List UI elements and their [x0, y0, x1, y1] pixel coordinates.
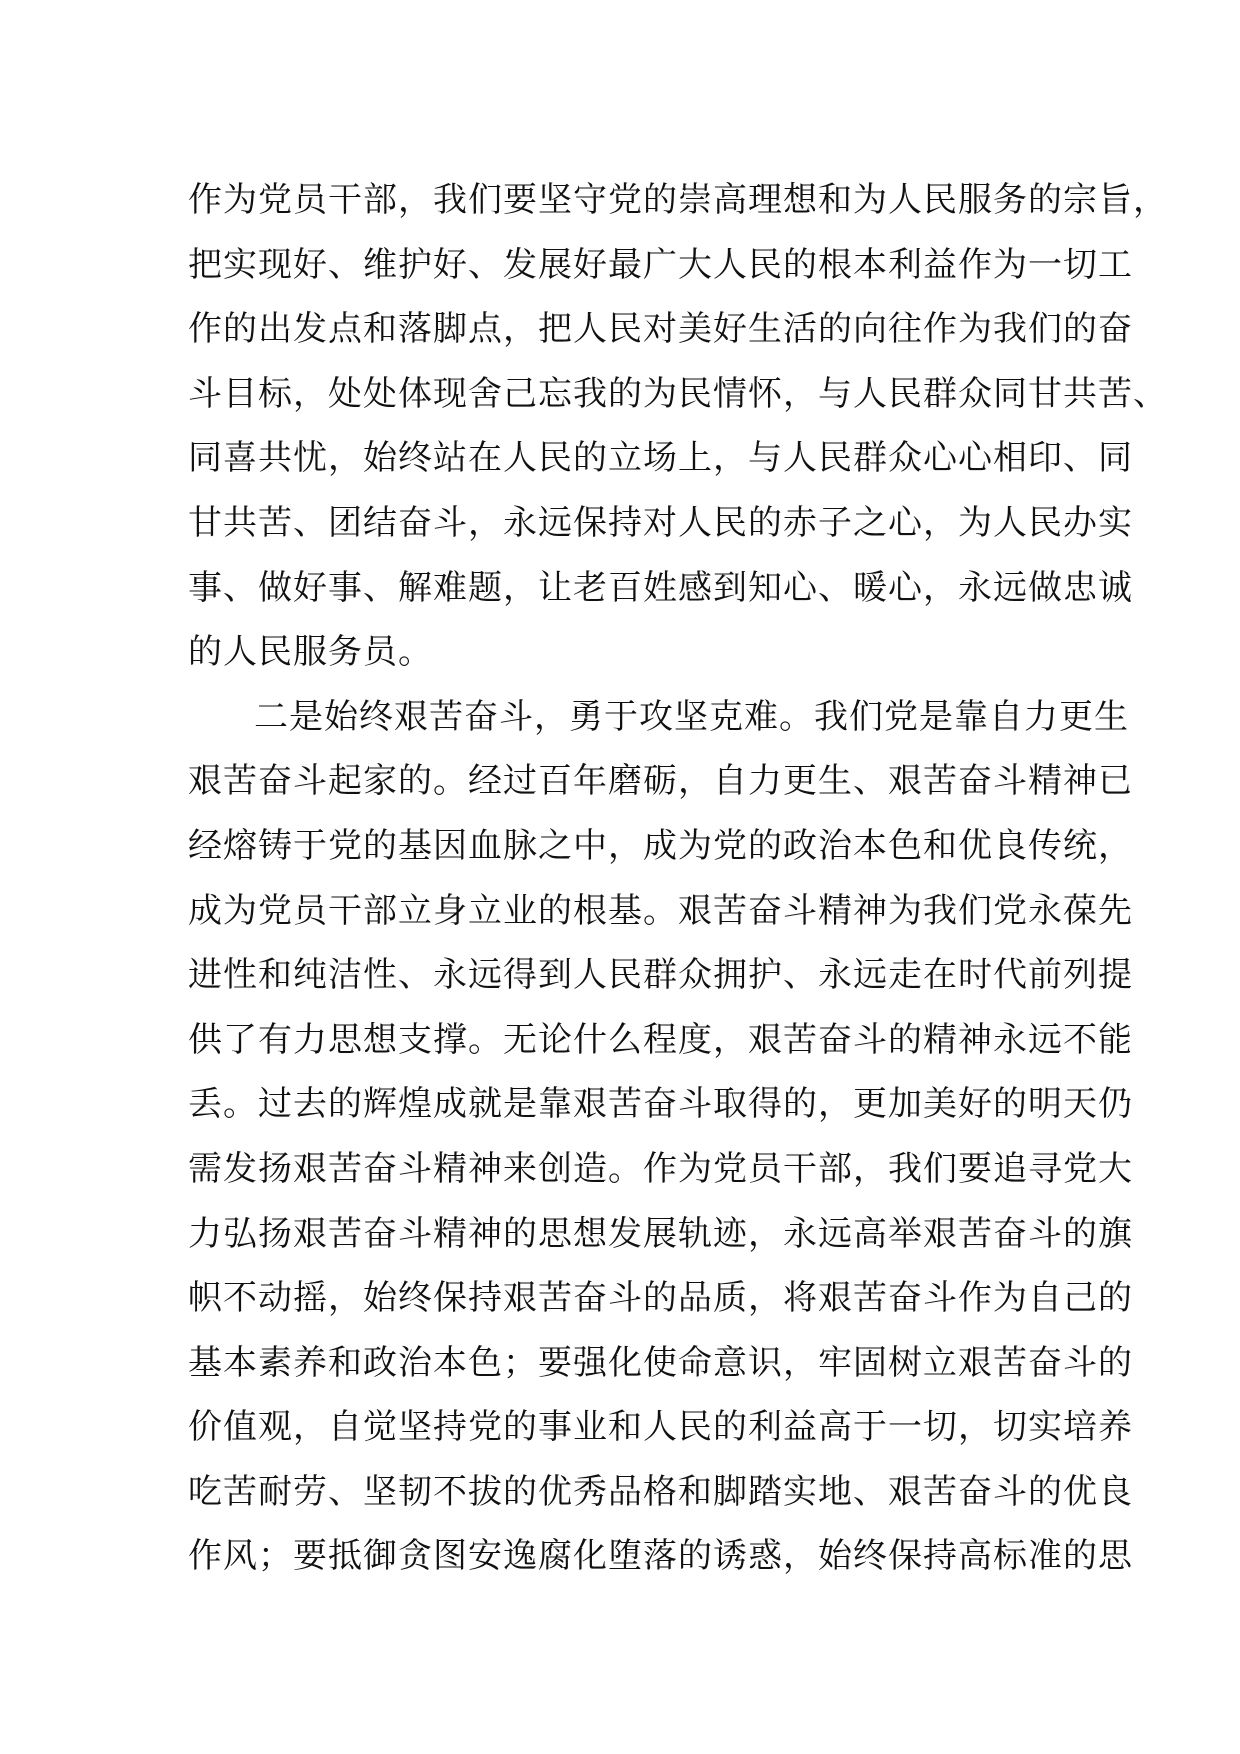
- body-text: [188, 168, 1168, 1589]
- text-line: 把实现好、维护好、发展好最广大人民的根本利益作为一切工: [188, 244, 1133, 285]
- text-line: 成为党员干部立身立业的根基。艰苦奋斗精神为我们党永葆先: [188, 890, 1133, 931]
- text-line: 的人民服务员。: [188, 632, 433, 673]
- text-line: 作为党员干部，我们要坚守党的崇高理想和为人民服务的宗旨，: [188, 180, 1168, 220]
- paragraph-1: [188, 168, 1168, 685]
- paragraph-2: [188, 685, 1133, 1589]
- text-line: 斗目标，处处体现舍己忘我的为民情怀，与人民群众同甘共苦、: [188, 373, 1168, 414]
- text-line: 事、做好事、解难题，让老百姓感到知心、暖心，永远做忠诚: [188, 567, 1133, 608]
- text-line: 作的出发点和落脚点，把人民对美好生活的向往作为我们的奋: [188, 309, 1133, 350]
- text-line: 甘共苦、团结奋斗，永远保持对人民的赤子之心，为人民办实: [188, 502, 1133, 543]
- text-line: 价值观，自觉坚持党的事业和人民的利益高于一切，切实培养: [188, 1407, 1133, 1448]
- text-line: 吃苦耐劳、坚韧不拔的优秀品格和脚踏实地、艰苦奋斗的优良: [188, 1471, 1133, 1512]
- text-line: 作风；要抵御贪图安逸腐化堕落的诱惑，始终保持高标准的思: [188, 1536, 1133, 1577]
- text-line: 需发扬艰苦奋斗精神来创造。作为党员干部，我们要追寻党大: [188, 1148, 1133, 1189]
- text-line: 基本素养和政治本色；要强化使命意识，牢固树立艰苦奋斗的: [188, 1342, 1133, 1383]
- text-line: 丢。过去的辉煌成就是靠艰苦奋斗取得的，更加美好的明天仍: [188, 1084, 1133, 1125]
- text-line-first: 二是始终艰苦奋斗，勇于攻坚克难。我们党是靠自力更生: [254, 696, 1129, 737]
- text-line: 经熔铸于党的基因血脉之中，成为党的政治本色和优良传统，: [188, 825, 1133, 866]
- text-line: 供了有力思想支撑。无论什么程度，艰苦奋斗的精神永远不能: [188, 1019, 1133, 1060]
- text-line: 艰苦奋斗起家的。经过百年磨砺，自力更生、艰苦奋斗精神已: [188, 761, 1133, 802]
- text-line: 进性和纯洁性、永远得到人民群众拥护、永远走在时代前列提: [188, 955, 1133, 996]
- text-line: 帜不动摇，始终保持艰苦奋斗的品质，将艰苦奋斗作为自己的: [188, 1278, 1133, 1319]
- text-line: 力弘扬艰苦奋斗精神的思想发展轨迹，永远高举艰苦奋斗的旗: [188, 1213, 1133, 1254]
- text-line: 同喜共忧，始终站在人民的立场上，与人民群众心心相印、同: [188, 438, 1133, 479]
